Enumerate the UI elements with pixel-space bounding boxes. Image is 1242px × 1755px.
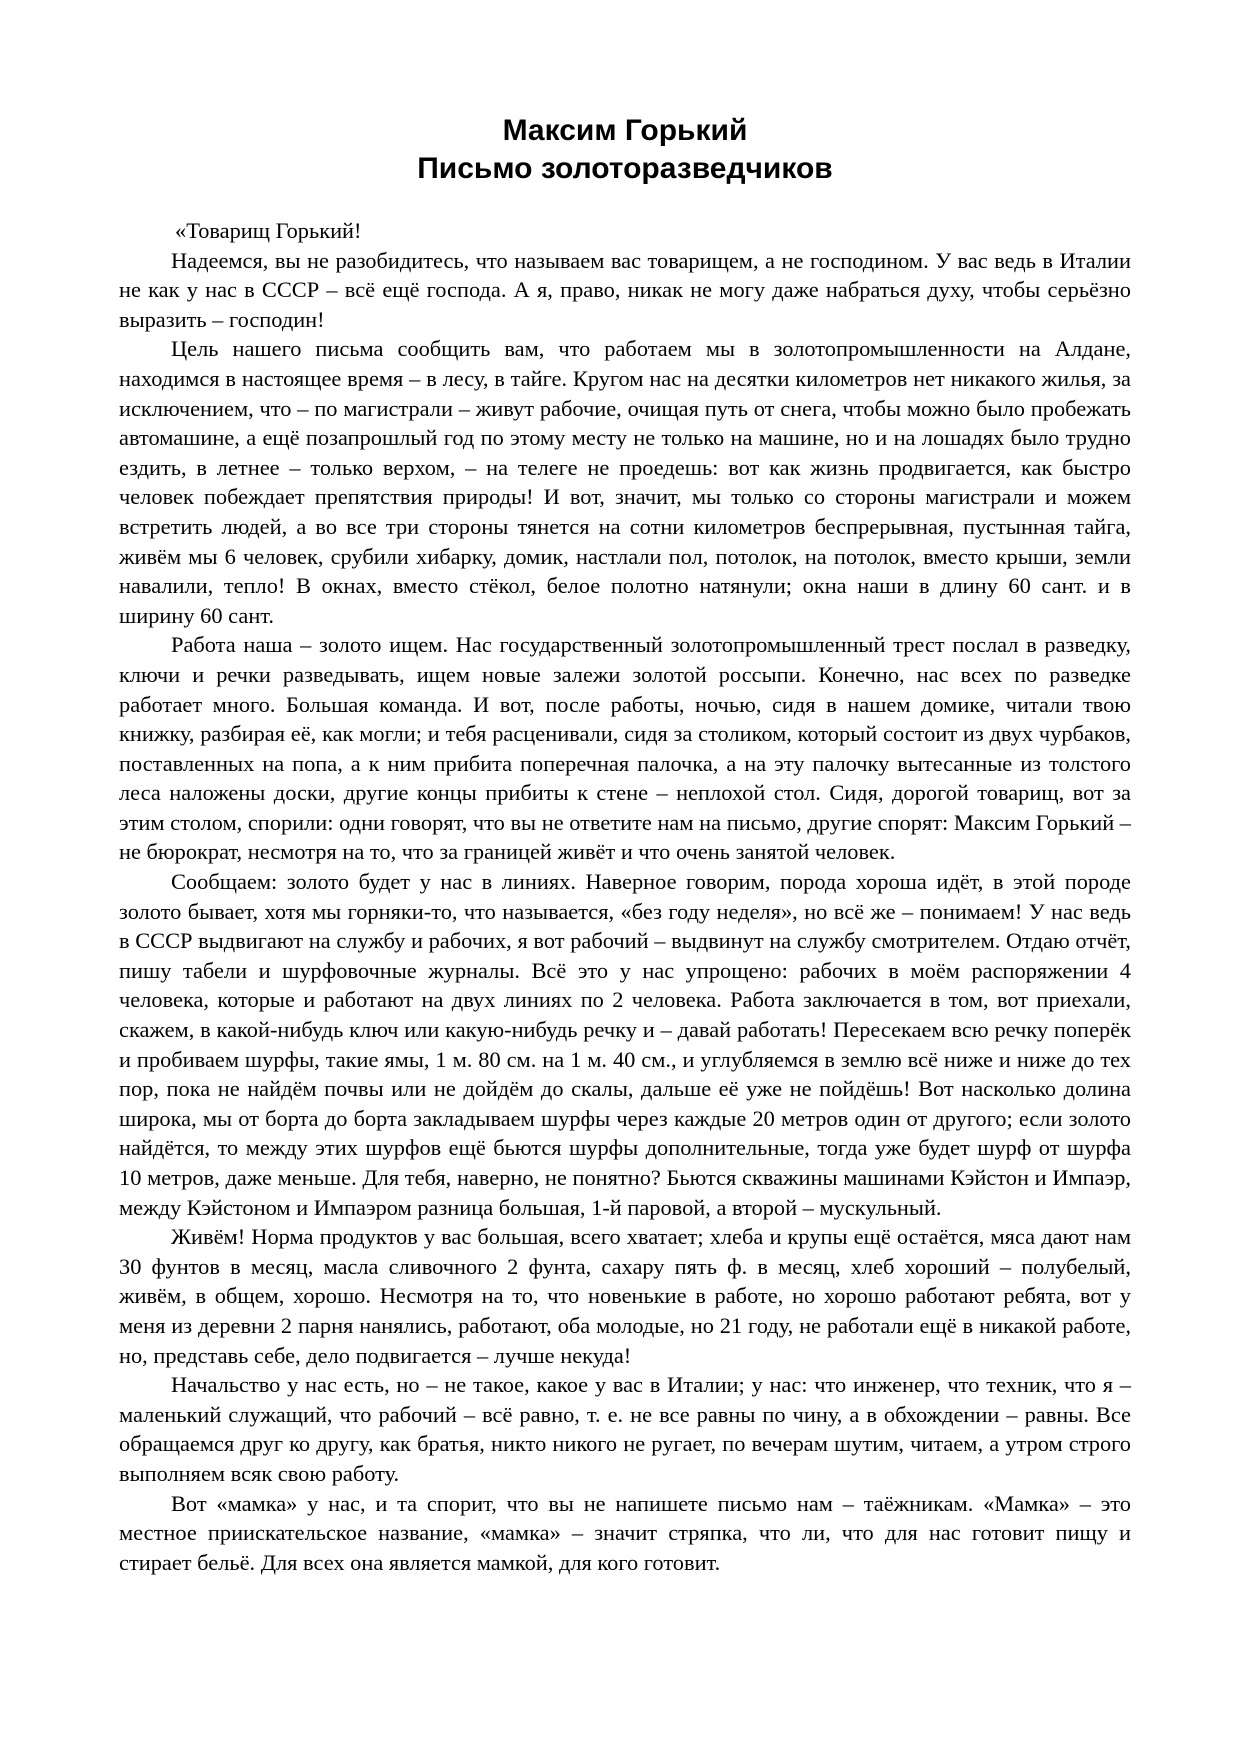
paragraph: Живём! Норма продуктов у вас большая, всего хватает; хлеба и крупы ещё остаётся, мяса дают нам 30 фунтов в месяц, масла сливочного 2 фунта, сахару пять ф. в месяц, хлеб хороший – полубелый, живём, в общем, хорошо. Несмотря на то, что новенькие в работе, но хорошо работают ребята, вот у меня из деревни 2 парня нанялись, работают, оба молодые, но 21 году, не работали ещё в никакой работе, но, представь себе, дело подвигается – лучше некуда! — [119, 1224, 1131, 1368]
paragraph: Цель нашего письма сообщить вам, что работаем мы в золотопромышленности на Алдане, находимся в настоящее время – в лесу, в тайге. Кругом нас на десятки километров нет никакого жилья, за исключением, что – по магистрали – живут рабочие, очищая путь от снега, чтобы можно было пробежать автомашине, а ещё позапрошлый год по этому месту не только на машине, но и на лошадях было трудно ездить, в летнее – только верхом, – на телеге не проедешь: вот как жизнь продвигается, как быстро человек побеждает препятствия природы! И вот, значит, мы только со стороны магистрали и можем встретить людей, а во все три стороны тянется на сотни километров беспрерывная, пустынная тайга, живём мы 6 человек, срубили хибарку, домик, настлали пол, потолок, на потолок, вместо крыши, земли навалили, тепло! В окнах, вместо стёкол, белое полотно натянули; окна наши в длину 60 сант. и в ширину 60 сант. — [119, 336, 1131, 628]
author-name: Максим Горький — [502, 114, 748, 147]
paragraph: Сообщаем: золото будет у нас в линиях. Наверное говорим, порода хороша идёт, в этой породе золото бывает, хотя мы горняки-то, что называется, «без году неделя», но всё же – понимаем! У нас ведь в СССР выдвигают на службу и рабочих, я вот рабочий – выдвинут на службу смотрителем. Отдаю отчёт, пишу табели и шурфовочные журналы. Всё это у нас упрощено: рабочих в моём распоряжении 4 человека, которые и работают на двух линиях по 2 человека. Работа заключается в том, вот приехали, скажем, в какой-нибудь ключ или какую-нибудь речку и – давай работать! Пересекаем всю речку поперёк и пробиваем шурфы, такие ямы, 1 м. 80 см. на 1 м. 40 см., и углубляемся в землю всё ниже и ниже до тех пор, пока не найдём почвы или не дойдём до скалы, дальше её уже не пойдёшь! Вот насколько долина широка, мы от борта до борта закладываем шурфы через каждые 20 метров один от другого; если золото найдётся, то между этих шурфов ещё бьются шурфы дополнительные, тогда уже будет шурф от шурфа 10 метров, даже меньше. Для тебя, наверно, не понятно? Бьются скважины машинами Кэйстон и Импаэр, между Кэйстоном и Импаэром разница большая, 1-й паровой, а второй – мускульный. — [119, 869, 1131, 1220]
document-body — [119, 216, 1131, 1577]
document-page — [119, 112, 1131, 1577]
paragraph: Начальство у нас есть, но – не такое, какое у вас в Италии; у нас: что инженер, что техник, что я – маленький служащий, что рабочий – всё равно, т. е. не все равны по чину, а в обхождении – равны. Все обращаемся друг ко другу, как братья, никто никого не ругает, по вечерам шутим, читаем, а утром строго выполняем всяк свою работу. — [119, 1372, 1131, 1486]
document-title: Письмо золоторазведчиков — [417, 152, 833, 185]
salutation: «Товарищ Горький! — [175, 218, 362, 243]
paragraph: Работа наша – золото ищем. Нас государственный золотопромышленный трест послал в разведку, ключи и речки разведывать, ищем новые залежи золотой россыпи. Конечно, нас всех по разведке работает много. Большая команда. И вот, после работы, ночью, сидя в нашем домике, читали твою книжку, разбирая её, как могли; и тебя расценивали, сидя за столиком, который состоит из двух чурбаков, поставленных на попа, а к ним прибита поперечная палочка, а на эту палочку вытесанные из толстого леса наложены доски, другие концы прибиты к стене – неплохой стол. Сидя, дорогой товарищ, вот за этим столом, спорили: одни говорят, что вы не ответите нам на письмо, другие спорят: Максим Горький – не бюрократ, несмотря на то, что за границей живёт и что очень занятой человек. — [119, 632, 1131, 865]
document-title-block — [119, 112, 1131, 188]
paragraph: Вот «мамка» у нас, и та спорит, что вы не напишете письмо нам – таёжникам. «Мамка» – это местное приискательское название, «мамка» – значит стряпка, что ли, что для нас готовит пищу и стирает бельё. Для всех она является мамкой, для кого готовит. — [119, 1490, 1131, 1575]
paragraph: Надеемся, вы не разобидитесь, что называем вас товарищем, а не господином. У вас ведь в Италии не как у нас в СССР – всё ещё господа. А я, право, никак не могу даже набраться духу, чтобы серьёзно выразить – господин! — [119, 247, 1131, 332]
